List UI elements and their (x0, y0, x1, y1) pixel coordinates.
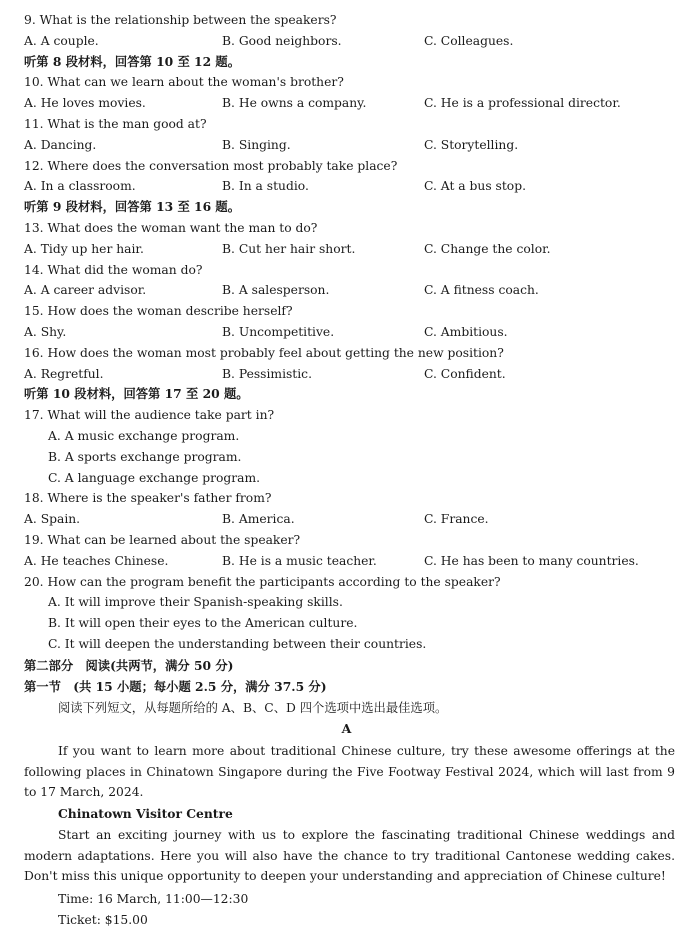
option-c: C. He has been to many countries. (424, 553, 639, 568)
option-b: B. It will open their eyes to the American culture. (48, 616, 358, 631)
options-row (0, 93, 675, 113)
option-b: B. America. (222, 512, 295, 527)
option-b: B. Uncompetitive. (222, 325, 335, 339)
reading-instruction: 阅读下列短文，从每题所给的 A、B、C、D 四个选项中选出最佳选项。 (58, 701, 448, 715)
option-c: C. France. (424, 512, 489, 527)
question-text: 16. How does the woman most probably feel about getting the new position? (24, 345, 504, 360)
question-text: 19. What can be learned about the speaker? (24, 533, 301, 547)
option-b: B. He is a music teacher. (222, 553, 377, 568)
options-row (0, 509, 675, 529)
option-b: B. Pessimistic. (222, 366, 312, 381)
options-row (0, 239, 675, 259)
option-a: A. He teaches Chinese. (24, 553, 169, 568)
event-time: Time: 16 March, 11:00—12:30 (58, 892, 249, 906)
options-row (0, 280, 675, 300)
section-instruction: 听第 9 段材料，回答第 13 至 16 题。 (24, 199, 241, 215)
option-b: B. A salesperson. (222, 283, 330, 298)
option-c: C. Colleagues. (424, 33, 514, 48)
options-row (0, 364, 675, 384)
option-c: C. A language exchange program. (48, 470, 261, 485)
question-text: 12. Where does the conversation most probably take place? (24, 158, 398, 173)
option-c: C. Confident. (424, 366, 506, 381)
section-instruction: 听第 8 段材料，回答第 10 至 12 题。 (24, 53, 241, 69)
option-a: A. In a classroom. (24, 179, 136, 194)
option-c: C. A fitness coach. (424, 283, 539, 298)
option-c: C. Storytelling. (424, 137, 519, 152)
option-c: C. Ambitious. (424, 325, 508, 339)
passage-intro: If you want to learn more about traditional Chinese culture, try these awesome offerings at the following places in Chinatown Singapore during the Five Footway Festival 2024, which will last from 9 to 17 March, 2024. (24, 744, 675, 800)
options-row (0, 551, 675, 571)
option-c: C. At a bus stop. (424, 179, 526, 194)
section-instruction: 听第 10 段材料，回答第 17 至 20 题。 (24, 386, 249, 402)
option-b: B. A sports exchange program. (48, 449, 242, 464)
question-text: 15. How does the woman describe herself? (24, 304, 293, 319)
question-text: 13. What does the woman want the man to do? (24, 221, 318, 235)
option-a: A. A career advisor. (24, 283, 147, 298)
event-ticket: Ticket: $15.00 (58, 913, 148, 927)
option-a: A. A couple. (24, 33, 99, 48)
venue-description: Start an exciting journey with us to explore the fascinating traditional Chinese weddings and modern adaptations. Here you will also have the chance to try traditional Cantonese wedding cakes. Don't miss this unique opportunity to deepen your understanding and appreciation of Chinese culture! (24, 828, 675, 884)
option-a: A. Spain. (24, 512, 81, 527)
option-a: A. He loves movies. (24, 96, 146, 111)
question-text: 10. What can we learn about the woman's brother? (24, 75, 344, 90)
option-b: B. In a studio. (222, 179, 309, 194)
option-a: A. A music exchange program. (48, 429, 240, 443)
option-b: B. Singing. (222, 137, 291, 152)
option-a: A. It will improve their Spanish-speaking skills. (48, 595, 343, 610)
option-a: A. Dancing. (24, 137, 97, 152)
question-text: 20. How can the program benefit the participants according to the speaker? (24, 574, 501, 589)
option-a: A. Shy. (24, 325, 67, 339)
options-row (0, 31, 675, 51)
section-one-title: 第一节 (共 15 小题；每小题 2.5 分，满分 37.5 分) (24, 679, 327, 694)
option-b: B. Good neighbors. (222, 33, 342, 48)
question-text: 17. What will the audience take part in? (24, 408, 275, 423)
option-a: A. Tidy up her hair. (24, 241, 144, 256)
option-c: C. It will deepen the understanding between their countries. (48, 637, 427, 651)
question-text: 9. What is the relationship between the speakers? (24, 13, 337, 27)
options-row (0, 176, 675, 196)
venue-title: Chinatown Visitor Centre (58, 806, 233, 821)
option-b: B. Cut her hair short. (222, 241, 356, 256)
option-b: B. He owns a company. (222, 96, 367, 111)
option-c: C. Change the color. (424, 241, 551, 256)
option-c: C. He is a professional director. (424, 96, 621, 111)
part-two-title: 第二部分 阅读(共两节，满分 50 分) (24, 658, 234, 673)
question-text: 18. Where is the speaker's father from? (24, 491, 272, 506)
question-text: 11. What is the man good at? (24, 117, 207, 131)
option-a: A. Regretful. (24, 366, 104, 381)
passage-letter: A (341, 721, 352, 736)
options-row (0, 135, 675, 155)
question-text: 14. What did the woman do? (24, 262, 203, 277)
options-row (0, 322, 675, 342)
